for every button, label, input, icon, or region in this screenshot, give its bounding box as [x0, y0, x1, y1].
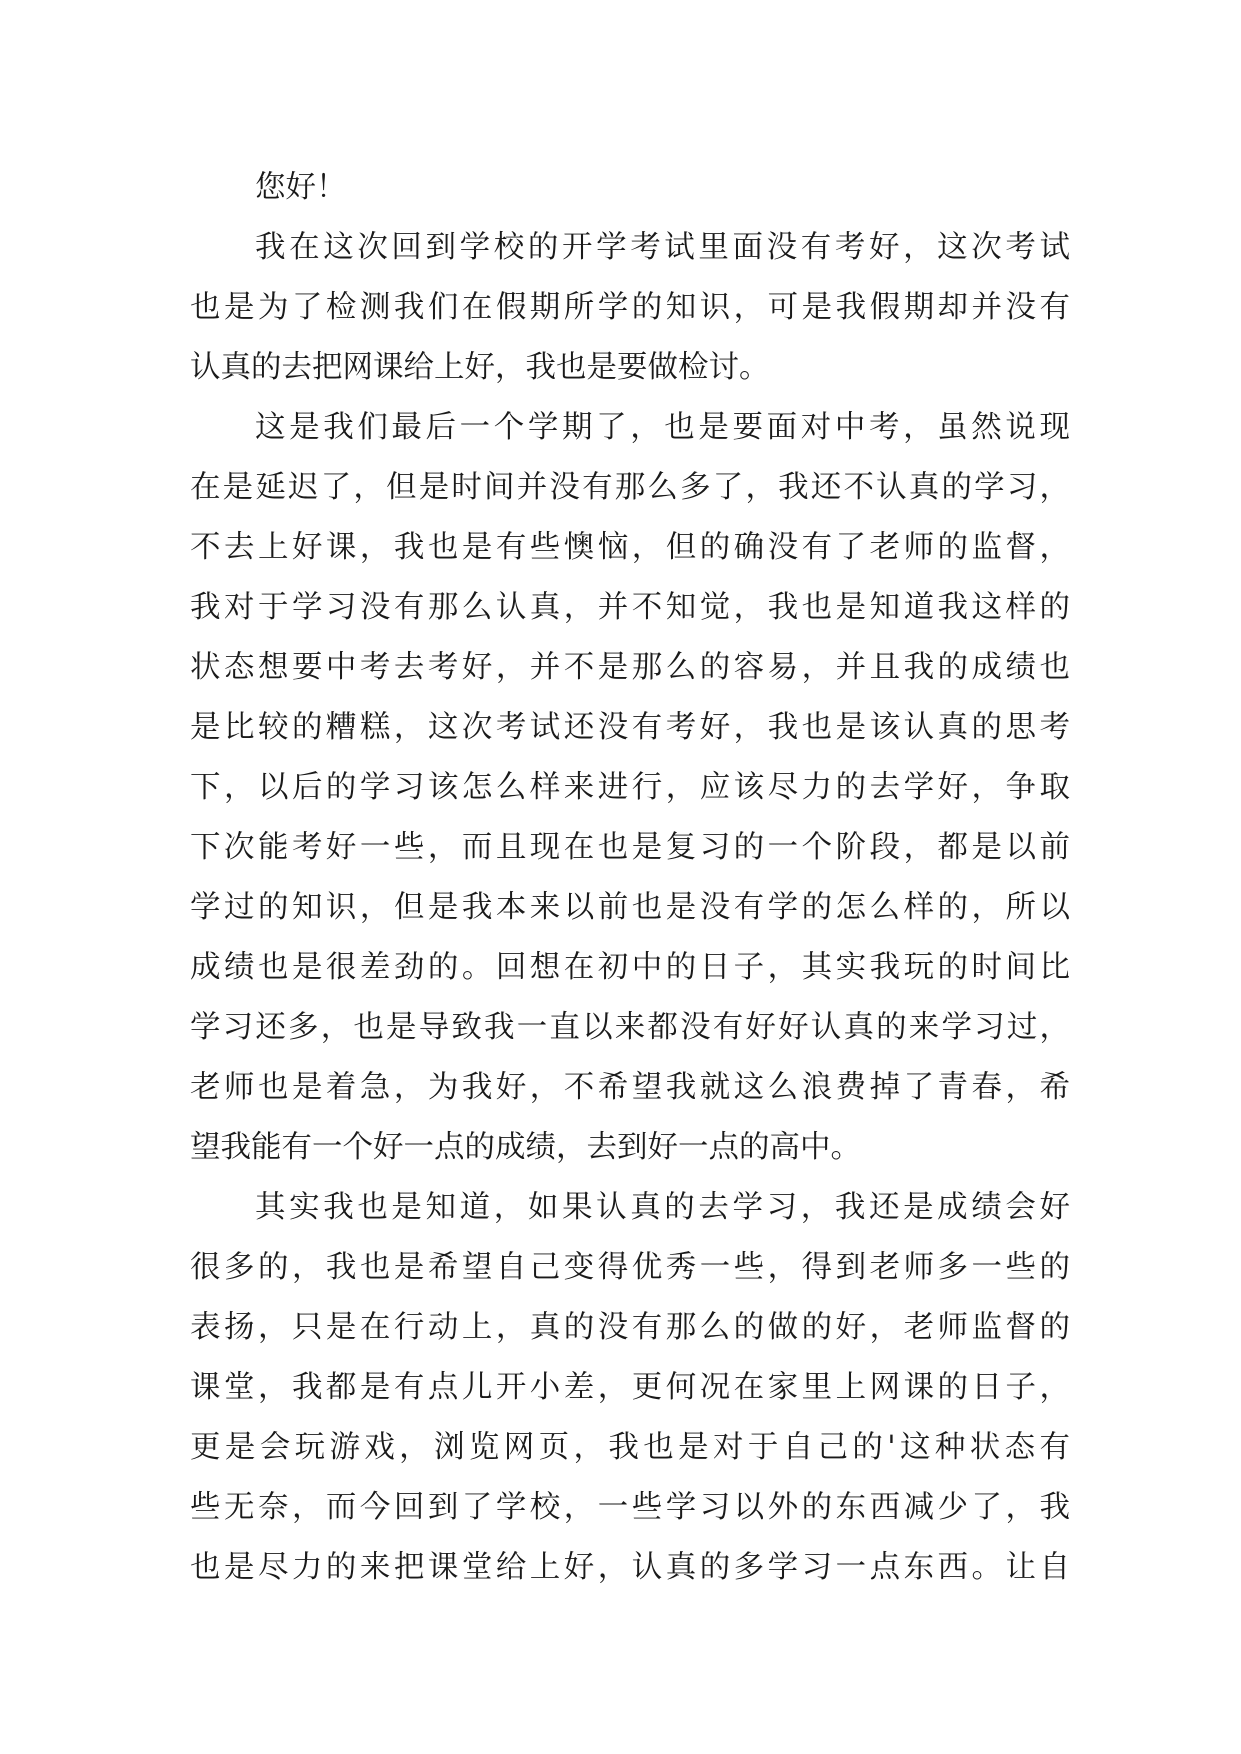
text-line: 课堂，我都是有点儿开小差，更何况在家里上网课的日子，	[190, 1370, 1070, 1405]
text-line: 老师也是着急，为我好，不希望我就这么浪费掉了青春，希	[190, 1070, 1070, 1105]
text-line: 我对于学习没有那么认真，并不知觉，我也是知道我这样的	[190, 590, 1070, 625]
text-line: 也是为了检测我们在假期所学的知识，可是我假期却并没有	[190, 290, 1070, 325]
letter-body	[190, 158, 1070, 1598]
text-line: 学过的知识，但是我本来以前也是没有学的怎么样的，所以	[190, 890, 1070, 925]
text-line: 些无奈，而今回到了学校，一些学习以外的东西减少了，我	[190, 1490, 1070, 1525]
text-line: 下次能考好一些，而且现在也是复习的一个阶段，都是以前	[190, 830, 1070, 865]
text-line: 不去上好课，我也是有些懊恼，但的确没有了老师的监督，	[190, 530, 1070, 565]
text-line: 是比较的糟糕，这次考试还没有考好，我也是该认真的思考	[190, 710, 1070, 745]
text-line: 望我能有一个好一点的成绩，去到好一点的高中。	[190, 1130, 861, 1165]
text-line: 也是尽力的来把课堂给上好，认真的多学习一点东西。让自	[190, 1550, 1070, 1585]
text-line: 成绩也是很差劲的。回想在初中的日子，其实我玩的时间比	[190, 950, 1070, 985]
text-line: 表扬，只是在行动上，真的没有那么的做的好，老师监督的	[190, 1310, 1070, 1345]
text-line: 学习还多，也是导致我一直以来都没有好好认真的来学习过，	[190, 1010, 1070, 1045]
paragraph	[190, 398, 1070, 1178]
greeting: 您好！	[255, 170, 347, 205]
text-line: 下，以后的学习该怎么样来进行，应该尽力的去学好，争取	[190, 770, 1070, 805]
text-line: 更是会玩游戏，浏览网页，我也是对于自己的'这种状态有	[190, 1430, 1070, 1465]
text-line: 我在这次回到学校的开学考试里面没有考好，这次考试	[255, 230, 1070, 265]
paragraph	[190, 1178, 1070, 1598]
text-line: 在是延迟了，但是时间并没有那么多了，我还不认真的学习，	[190, 470, 1070, 505]
text-line: 其实我也是知道，如果认真的去学习，我还是成绩会好	[255, 1190, 1070, 1225]
text-line: 状态想要中考去考好，并不是那么的容易，并且我的成绩也	[190, 650, 1070, 685]
paragraph	[190, 218, 1070, 398]
text-line: 这是我们最后一个学期了，也是要面对中考，虽然说现	[255, 410, 1070, 445]
text-line: 很多的，我也是希望自己变得优秀一些，得到老师多一些的	[190, 1250, 1070, 1285]
text-line: 认真的去把网课给上好，我也是要做检讨。	[190, 350, 770, 385]
